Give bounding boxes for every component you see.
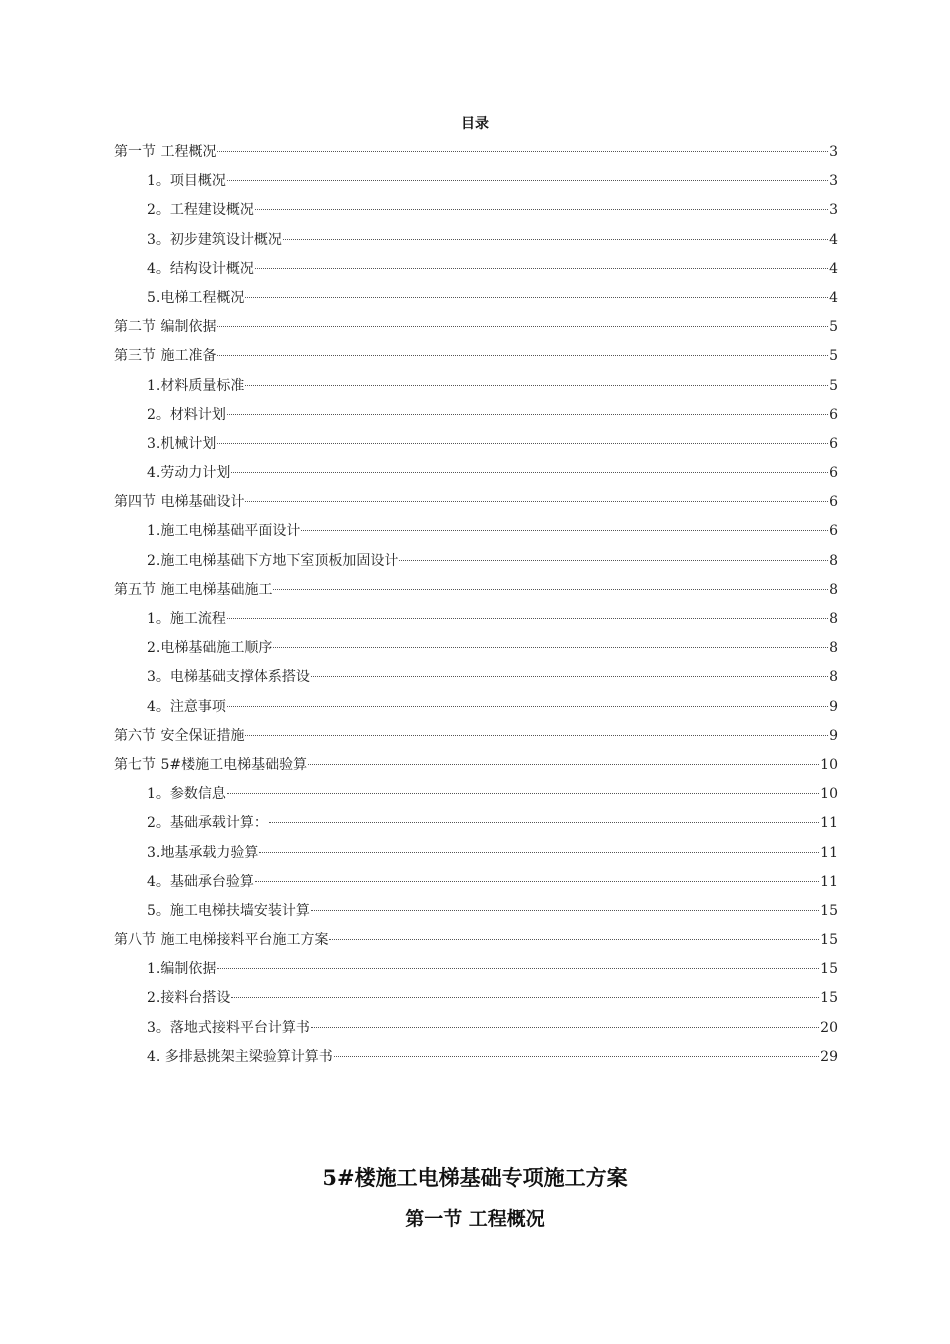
toc-entry[interactable]: [114, 228, 838, 257]
toc-page-number: 29: [820, 1048, 838, 1065]
toc-page-number: 9: [829, 698, 838, 715]
toc-page-number: 5: [829, 348, 838, 365]
toc-page-number: 6: [829, 523, 838, 540]
toc-entry-text: 1。参数信息: [147, 786, 226, 803]
toc-entry-text: 第八节 施工电梯接料平台施工方案: [114, 932, 329, 949]
toc-page-number: 8: [829, 640, 838, 657]
toc-dot-leader: [227, 793, 819, 794]
toc-title: 目录: [461, 116, 489, 132]
toc-dot-leader: [217, 151, 828, 152]
toc-page-number: 8: [829, 611, 838, 627]
toc-dot-leader: [399, 560, 828, 561]
section-heading: 第一节 工程概况: [405, 1208, 545, 1230]
toc-dot-leader: [217, 968, 819, 969]
toc-entry-text: 1.材料质量标准: [147, 377, 245, 394]
toc-page-number: 15: [820, 961, 838, 978]
toc-page-number: 8: [829, 552, 838, 569]
toc-dot-leader: [245, 297, 828, 298]
toc-entry-text: 4。注意事项: [147, 698, 226, 715]
toc-entry[interactable]: [114, 1016, 838, 1045]
toc-page-number: 6: [829, 435, 838, 452]
toc-dot-leader: [311, 1027, 819, 1028]
toc-entry-text: 第五节 施工电梯基础施工: [114, 581, 273, 598]
toc-dot-leader: [334, 1056, 819, 1057]
toc-page-number: 6: [829, 465, 838, 482]
toc-dot-leader: [245, 385, 828, 386]
toc-dot-leader: [245, 735, 828, 736]
toc-entry[interactable]: [114, 198, 838, 227]
toc-page-number: 8: [829, 669, 838, 686]
toc-dot-leader: [231, 997, 819, 998]
toc-entry-text: 2.电梯基础施工顺序: [147, 640, 273, 657]
toc-entry-text: 4. 多排悬挑架主梁验算计算书: [147, 1048, 333, 1065]
toc-dot-leader: [255, 881, 819, 882]
toc-entry[interactable]: [114, 753, 838, 782]
toc-entry-text: 第七节 5#楼施工电梯基础验算: [114, 756, 308, 773]
toc-dot-leader: [308, 764, 819, 765]
toc-page-number: 6: [829, 406, 838, 423]
toc-page-number: 4: [829, 231, 838, 248]
toc-dot-leader: [231, 472, 828, 473]
toc-page-number: 6: [829, 494, 838, 511]
toc-entry-text: 2。工程建设概况: [147, 202, 254, 219]
toc-entry[interactable]: [114, 1045, 838, 1074]
toc-entry-text: 3。初步建筑设计概况: [147, 231, 282, 248]
toc-entry[interactable]: [114, 782, 838, 811]
toc-page-number: 3: [829, 173, 838, 190]
toc-dot-leader: [311, 676, 828, 677]
toc-dot-leader: [245, 501, 828, 502]
toc-entry[interactable]: [114, 432, 838, 461]
toc-entry[interactable]: [114, 665, 838, 694]
toc-entry[interactable]: [114, 490, 838, 519]
toc-page-number: 10: [820, 786, 838, 803]
toc-entry-text: 4。结构设计概况: [147, 260, 254, 277]
toc-dot-leader: [259, 852, 819, 853]
toc-entry-text: 2。材料计划: [147, 406, 226, 423]
toc-entry-text: 2。基础承载计算：: [147, 815, 268, 832]
toc-entry[interactable]: [114, 899, 838, 928]
toc-page-number: 15: [820, 902, 838, 919]
toc-dot-leader: [217, 326, 828, 327]
toc-entry-text: 第二节 编制依据: [114, 319, 217, 336]
toc-entry[interactable]: [114, 986, 838, 1015]
toc-page-number: 11: [820, 815, 838, 832]
toc-dot-leader: [273, 647, 828, 648]
toc-page-number: 20: [820, 1019, 838, 1036]
toc-page-number: 9: [829, 727, 838, 744]
toc-entry-text: 1.施工电梯基础平面设计: [147, 523, 301, 540]
toc-dot-leader: [227, 180, 828, 181]
toc-entry[interactable]: [114, 374, 838, 403]
toc-entry-text: 1.编制依据: [147, 961, 217, 978]
toc-entry[interactable]: [114, 549, 838, 578]
toc-entry[interactable]: [114, 315, 838, 344]
toc-page-number: 5: [829, 319, 838, 336]
toc-dot-leader: [217, 355, 828, 356]
toc-entry[interactable]: [114, 811, 838, 840]
toc-dot-leader: [301, 530, 828, 531]
toc-entry[interactable]: [114, 403, 838, 432]
toc-entry-text: 1。施工流程: [147, 611, 226, 627]
toc-entry[interactable]: [114, 286, 838, 315]
toc-page-number: 10: [820, 756, 838, 773]
toc-entry-text: 5.电梯工程概况: [147, 289, 245, 306]
toc-entry-text: 第六节 安全保证措施: [114, 727, 245, 744]
toc-entry[interactable]: [114, 344, 838, 373]
toc-entry-text: 第一节 工程概况: [114, 144, 217, 160]
table-of-contents: [114, 140, 838, 1074]
toc-entry[interactable]: [114, 695, 838, 724]
toc-entry[interactable]: [114, 928, 838, 957]
toc-entry-text: 3.地基承载力验算: [147, 844, 259, 861]
toc-entry-text: 2.接料台搭设: [147, 990, 231, 1007]
toc-dot-leader: [283, 239, 828, 240]
toc-dot-leader: [227, 414, 828, 415]
toc-page-number: 11: [820, 873, 838, 890]
toc-entry[interactable]: [114, 519, 838, 548]
toc-entry-text: 3。电梯基础支撑体系搭设: [147, 669, 310, 686]
toc-entry[interactable]: [114, 140, 838, 169]
toc-page-number: 11: [820, 844, 838, 861]
toc-entry-text: 3.机械计划: [147, 435, 217, 452]
toc-dot-leader: [311, 910, 819, 911]
toc-entry-text: 4。基础承台验算: [147, 873, 254, 890]
toc-entry-text: 第四节 电梯基础设计: [114, 494, 245, 511]
toc-page-number: 3: [829, 202, 838, 219]
toc-entry[interactable]: [114, 870, 838, 899]
toc-entry[interactable]: [114, 724, 838, 753]
toc-entry-text: 3。落地式接料平台计算书: [147, 1019, 310, 1036]
toc-dot-leader: [273, 589, 828, 590]
toc-entry[interactable]: [114, 461, 838, 490]
toc-entry-text: 2.施工电梯基础下方地下室顶板加固设计: [147, 552, 399, 569]
toc-page-number: 15: [820, 932, 838, 949]
document-title: 5#楼施工电梯基础专项施工方案: [322, 1165, 628, 1190]
toc-dot-leader: [227, 706, 828, 707]
toc-page-number: 4: [829, 289, 838, 306]
toc-dot-leader: [227, 618, 828, 619]
toc-page-number: 15: [820, 990, 838, 1007]
toc-page-number: 8: [829, 581, 838, 598]
toc-entry[interactable]: [114, 957, 838, 986]
toc-dot-leader: [269, 822, 819, 823]
toc-entry[interactable]: [114, 578, 838, 607]
toc-dot-leader: [329, 939, 819, 940]
toc-entry[interactable]: [114, 169, 838, 198]
toc-page-number: 3: [829, 144, 838, 160]
toc-entry[interactable]: [114, 636, 838, 665]
toc-entry[interactable]: [114, 257, 838, 286]
toc-entry[interactable]: [114, 841, 838, 870]
toc-entry-text: 第三节 施工准备: [114, 348, 217, 365]
toc-entry-text: 4.劳动力计划: [147, 465, 231, 482]
toc-page-number: 4: [829, 260, 838, 277]
toc-page-number: 5: [829, 377, 838, 394]
toc-dot-leader: [217, 443, 828, 444]
toc-entry[interactable]: [114, 607, 838, 636]
toc-entry-text: 1。项目概况: [147, 173, 226, 190]
toc-dot-leader: [255, 268, 828, 269]
toc-entry-text: 5。施工电梯扶墙安装计算: [147, 902, 310, 919]
toc-dot-leader: [255, 209, 828, 210]
